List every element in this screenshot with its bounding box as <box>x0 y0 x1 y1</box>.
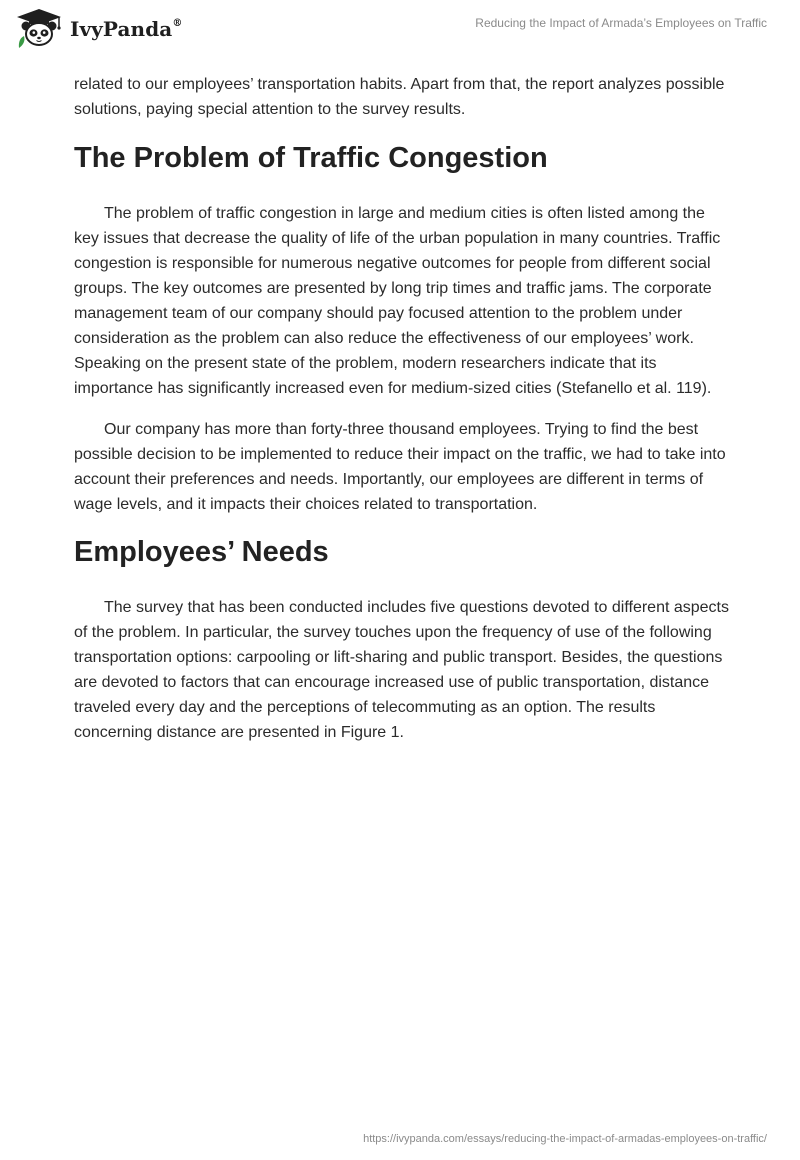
section-heading-traffic-congestion: The Problem of Traffic Congestion <box>74 142 548 174</box>
registered-mark: ® <box>172 18 183 30</box>
paragraph: Our company has more than forty-three thousand employees. Trying to find the best possible decision to be implemented to reduce their impact on the traffic, we had to take into account their preferences and needs. Importantly, our employees are different in terms of wage levels, and it impacts their choices related to transportation. <box>74 421 726 513</box>
panda-graduate-icon <box>14 8 64 48</box>
ivypanda-logo[interactable] <box>14 8 182 48</box>
intro-paragraph: related to our employees’ transportation habits. Apart from that, the report analyzes possible solutions, paying special attention to the survey results. <box>74 76 725 118</box>
source-url[interactable]: https://ivypanda.com/essays/reducing-the-impact-of-armadas-employees-on-traffic/ <box>363 1133 767 1145</box>
page-header <box>0 0 800 64</box>
paragraph: The problem of traffic congestion in large and medium cities is often listed among the key issues that decrease the quality of life of the urban population in many countries. Traffic congestion is responsible for numerous negative outcomes for people from different social groups. The key outcomes are presented by long trip times and traffic jams. The corporate management team of our company should pay focused attention to the problem under consideration as the problem can also reduce the effectiveness of our employees’ work. Speaking on the present state of the problem, modern researchers indicate that its importance has significantly increased even for medium-sized cities (Stefanello et al. 119). <box>74 205 721 397</box>
running-title: Reducing the Impact of Armada’s Employees on Traffic <box>475 16 767 30</box>
brand-name: IvyPanda® <box>70 17 183 41</box>
section-heading-employees-needs: Employees’ Needs <box>74 536 329 568</box>
article-body <box>74 72 734 761</box>
paragraph: The survey that has been conducted includes five questions devoted to different aspects of the problem. In particular, the survey touches upon the frequency of use of the following transportation options: carpooling or lift-sharing and public transport. Besides, the questions are devoted to factors that can encourage increased use of public transportation, distance traveled every day and the perceptions of telecommuting as an option. The results concerning distance are presented in Figure 1. <box>74 599 729 741</box>
